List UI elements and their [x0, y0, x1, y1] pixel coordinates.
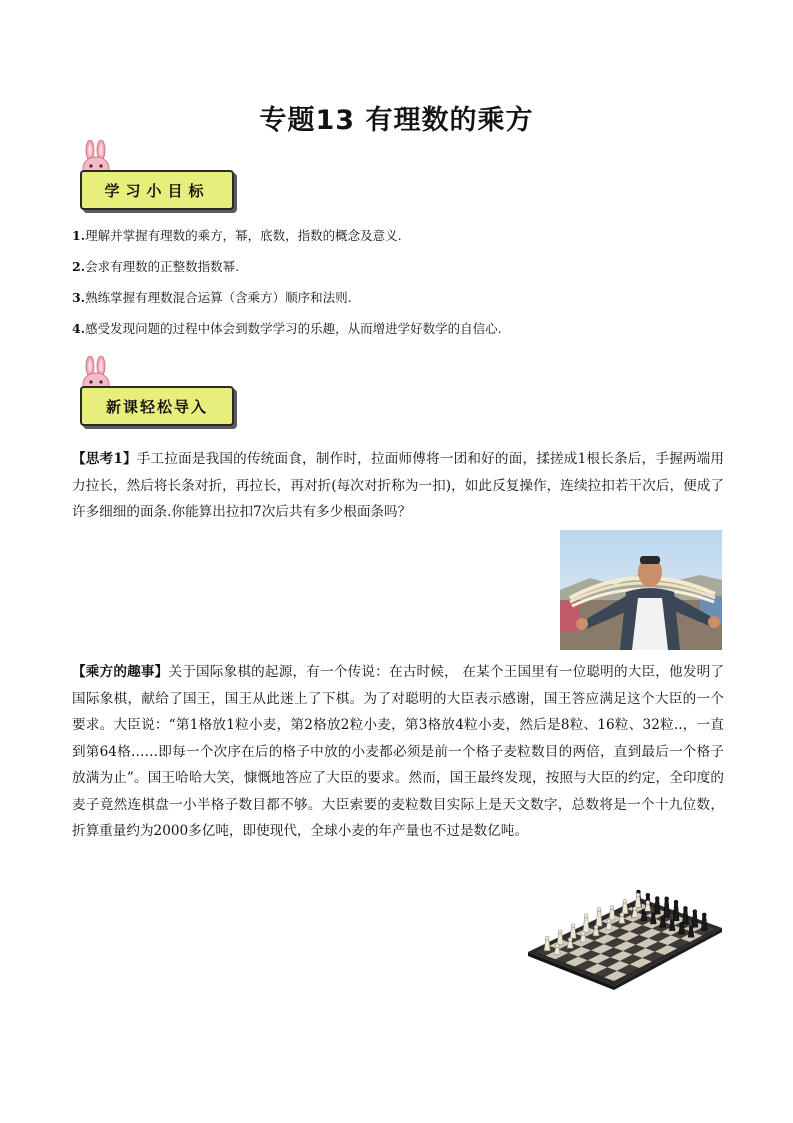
goal-text: 会求有理数的正整数指数幂. [85, 259, 240, 274]
section-label: 新课轻松导入 [105, 397, 208, 416]
goal-item [72, 320, 502, 338]
white-chess-piece [583, 914, 589, 933]
story-paragraph [72, 659, 724, 845]
goal-text: 感受发现问题的过程中体会到数学学习的乐趣，从而增进学好数学的自信心. [85, 321, 502, 336]
black-chess-piece [682, 906, 688, 924]
white-chess-piece [593, 925, 599, 936]
white-chess-piece [570, 924, 576, 939]
goal-text: 理解并掌握有理数的乘方，幂，底数，指数的概念及意义. [85, 228, 402, 243]
goal-item [72, 258, 239, 276]
page-title: 专题13 有理数的乘方 [259, 105, 534, 136]
black-chess-piece [701, 913, 707, 931]
goal-number: 1. [72, 228, 86, 243]
white-chess-piece [554, 944, 560, 955]
section-label-box [80, 386, 234, 426]
black-chess-piece [660, 916, 666, 928]
goal-text: 熟练掌握有理数混合运算（含乘方）顺序和法则. [85, 290, 352, 305]
section-header-goals [74, 140, 244, 214]
goal-number: 3. [72, 290, 86, 305]
white-chess-piece [635, 893, 641, 908]
black-chess-piece [669, 919, 675, 931]
section-header-intro [74, 356, 244, 430]
white-chess-piece [609, 905, 615, 920]
think-paragraph [72, 446, 724, 526]
black-chess-piece [654, 897, 660, 915]
white-chess-piece [567, 938, 573, 949]
black-chess-piece [692, 910, 698, 928]
think-tag: 【思考1】 [72, 451, 137, 467]
white-chess-piece [619, 913, 625, 924]
section-label: 学习小目标 [104, 181, 210, 200]
think-text: 手工拉面是我国的传统面食，制作时，拉面师傅将一团和好的面，揉搓成1根长条后，手握两端用力拉长，然后将长条对折，再拉长，再对折(每次对折称为一扣)，如此反复操作，连续拉扣若干次后，便成了许多细细的面条.你能算出拉扣7次后共有多少根面条吗？ [72, 451, 724, 520]
white-chess-piece [544, 936, 550, 951]
goal-item [72, 289, 352, 307]
white-chess-piece [596, 907, 602, 926]
goal-number: 4. [72, 321, 86, 336]
black-chess-piece [688, 926, 694, 938]
white-chess-piece [622, 899, 628, 914]
white-chess-piece [632, 907, 638, 918]
white-chess-piece [645, 900, 651, 911]
black-chess-piece [673, 900, 679, 921]
black-chess-piece [679, 922, 685, 934]
chessboard-image [522, 852, 726, 990]
goal-item [72, 227, 402, 245]
section-label-box [80, 170, 234, 210]
white-chess-piece [606, 919, 612, 930]
story-text: 关于国际象棋的起源，有一个传说：在古时候， 在某个王国里有一位聪明的大臣，他发明了国际象棋，献给了国王，国王从此迷上了下棋。为了对聪明的大臣表示感谢，国王答应满足这个大臣的一个要求。大臣说：“第1格放1粒小麦，第2格放2粒小麦，第3格放4粒小麦，然后是8粒、16粒、32粒..，一直到第64格……即每一个次序在后的格子中放的小麦都必须是前一个格子麦粒数目的两倍，直到最后一个格子放满为止”。国王哈哈大笑，慷慨地答应了大臣的要求。然而，国王最终发现，按照与大臣的约定，全印度的麦子竟然连棋盘一小半格子数目都不够。大臣索要的麦粒数目实际上是天文数字，总数将是一个十九位数，折算重量约为2000多亿吨，即使现代，全球小麦的年产量也不过是数亿吨。 [72, 664, 724, 839]
white-chess-piece [557, 930, 563, 945]
black-chess-piece [664, 897, 670, 918]
story-tag: 【乘方的趣事】 [72, 664, 169, 680]
white-chess-piece [580, 931, 586, 942]
black-chess-piece [650, 912, 656, 924]
goal-number: 2. [72, 259, 86, 274]
noodle-maker-photo [560, 530, 722, 650]
